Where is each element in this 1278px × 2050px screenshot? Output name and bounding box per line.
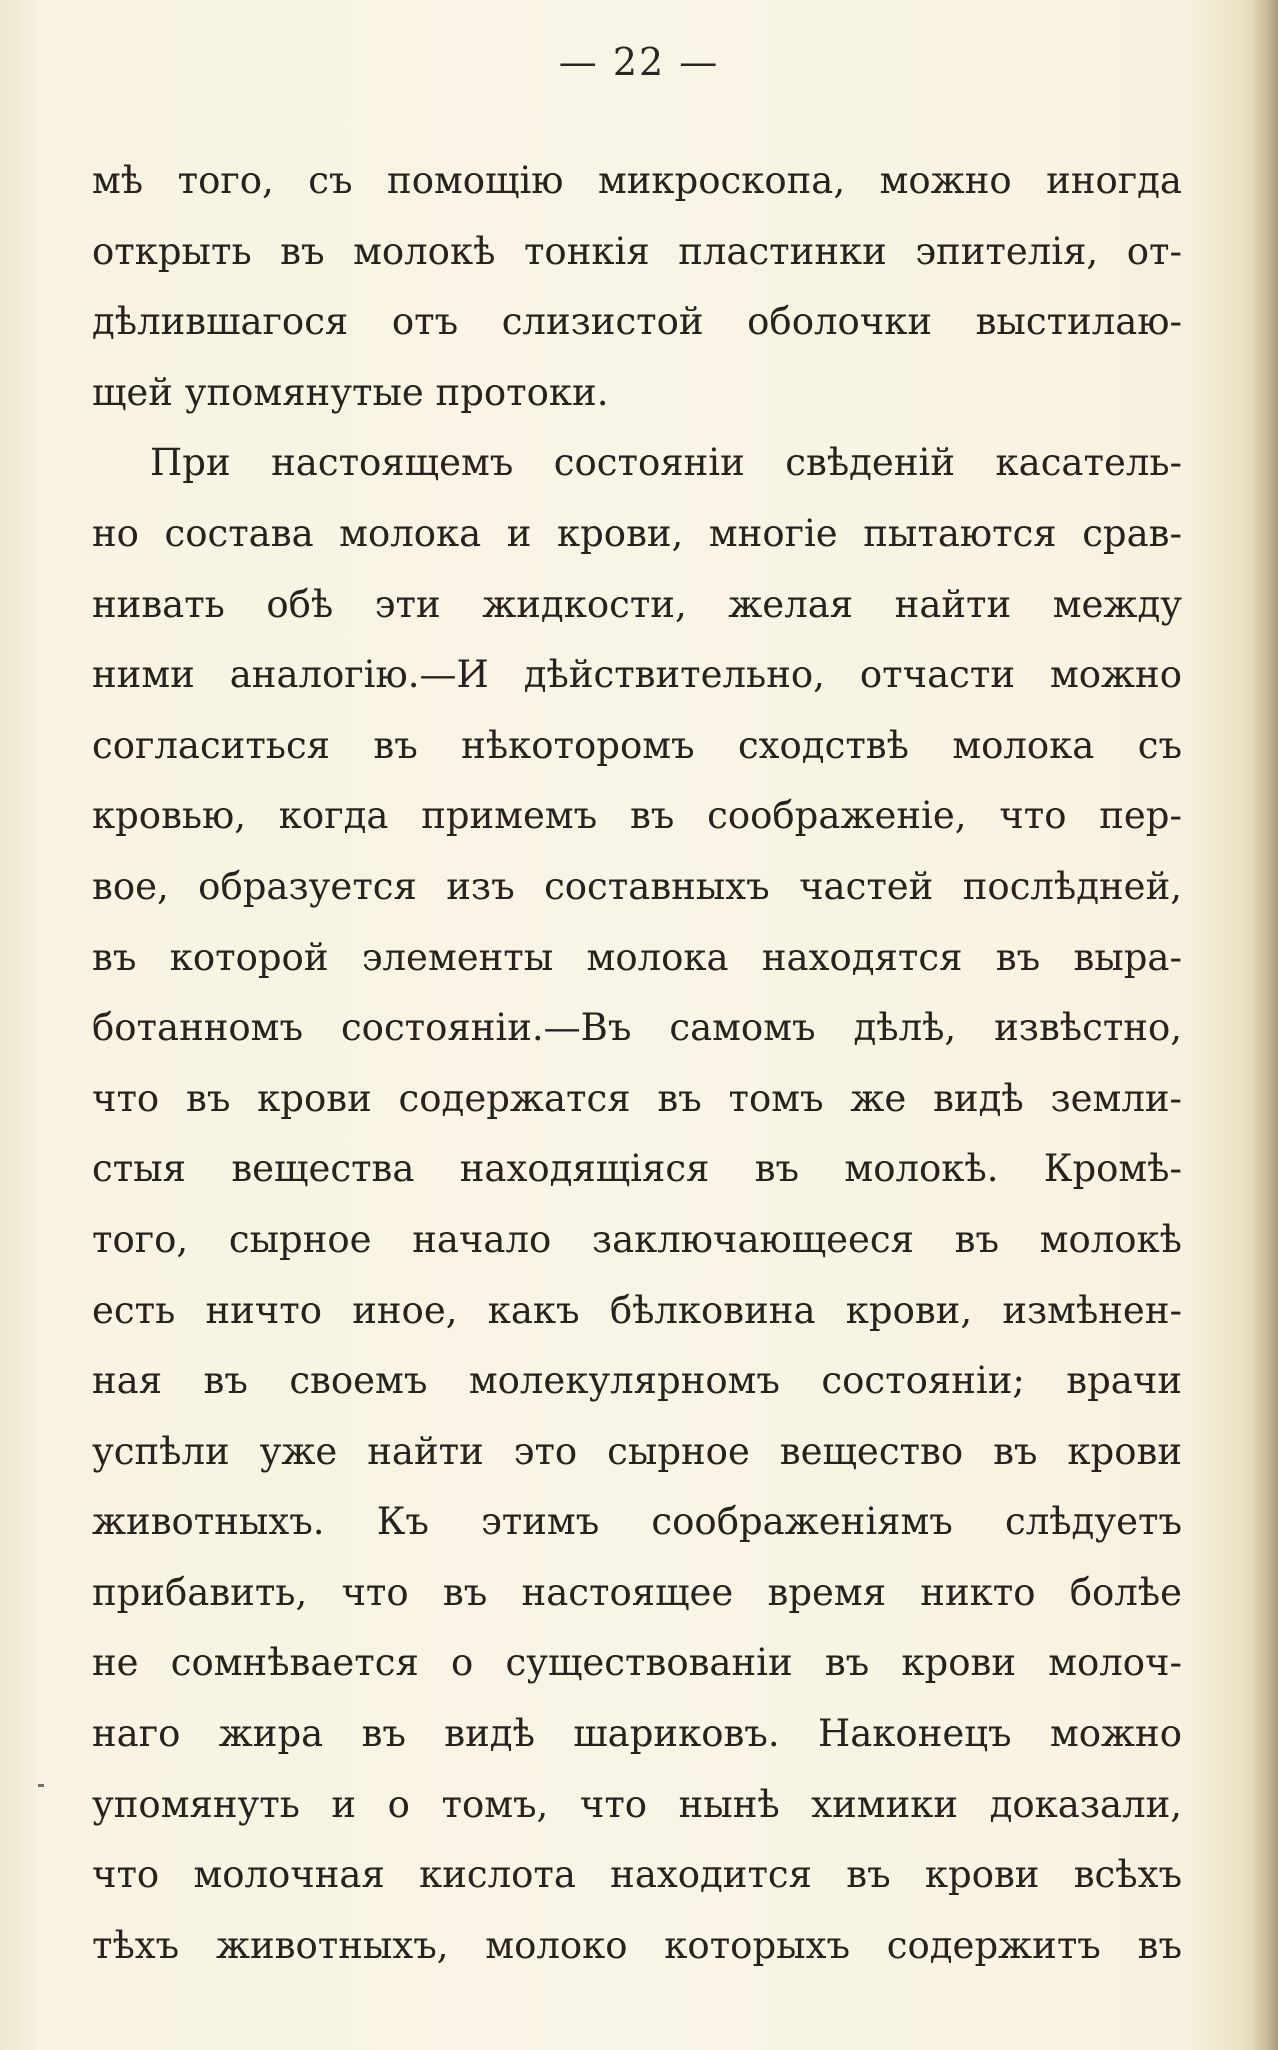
text-line: стыя вещества находящіяся въ молокѣ. Кромѣ-	[92, 1147, 1182, 1191]
body-text	[92, 146, 1182, 1981]
text-line: вое, образуется изъ составныхъ частей послѣдней,	[92, 864, 1182, 908]
text-line: наго жира въ видѣ шариковъ. Наконецъ можно	[92, 1712, 1182, 1756]
text-line: нивать обѣ эти жидкости, желая найти между	[92, 582, 1182, 626]
page-number: — 22 —	[558, 40, 720, 84]
text-line: упомянуть и о томъ, что нынѣ химики доказали,	[92, 1782, 1182, 1826]
ink-speck	[38, 1784, 44, 1787]
text-line: мѣ того, съ помощію микроскопа, можно иногда	[92, 159, 1182, 202]
text-line: ная въ своемъ молекулярномъ состояніи; врачи	[92, 1359, 1182, 1403]
text-line: тѣхъ животныхъ, молоко которыхъ содержитъ въ	[92, 1923, 1182, 1967]
text-line: что молочная кислота находится въ крови всѣхъ	[92, 1853, 1182, 1897]
text-line: не сомнѣвается о существованіи въ крови молоч-	[92, 1641, 1182, 1685]
paragraph-end-line: щей упомянутые протоки.	[92, 370, 609, 414]
text-line: ботанномъ состояніи.—Въ самомъ дѣлѣ, извѣстно,	[92, 1006, 1182, 1050]
text-line: но состава молока и крови, многіе пытаются срав-	[92, 511, 1182, 555]
text-line: что въ крови содержатся въ томъ же видѣ земли-	[92, 1076, 1182, 1120]
text-line: есть ничто иное, какъ бѣлковина крови, измѣнен-	[92, 1288, 1182, 1332]
text-line: открыть въ молокѣ тонкія пластинки эпителія, от-	[92, 229, 1182, 273]
text-line: прибавить, что въ настоящее время никто болѣе	[92, 1570, 1182, 1614]
text-line: кровью, когда примемъ въ соображеніе, что пер-	[92, 794, 1182, 838]
text-line: согласиться въ нѣкоторомъ сходствѣ молока съ	[92, 723, 1182, 767]
text-line: того, сырное начало заключающееся въ молокѣ	[92, 1217, 1182, 1261]
page-edge-shadow	[1252, 0, 1278, 2050]
text-line: въ которой элементы молока находятся въ выра-	[92, 935, 1182, 979]
text-line: успѣли уже найти это сырное вещество въ крови	[92, 1429, 1182, 1473]
paragraph-start-line: При настоящемъ состояніи свѣденій касатель-	[150, 441, 1182, 485]
text-line: ними аналогію.—И дѣйствительно, отчасти можно	[92, 653, 1182, 697]
text-line: дѣлившагося отъ слизистой оболочки выстилаю-	[92, 300, 1182, 344]
text-line: животныхъ. Къ этимъ соображеніямъ слѣдуетъ	[92, 1500, 1182, 1544]
